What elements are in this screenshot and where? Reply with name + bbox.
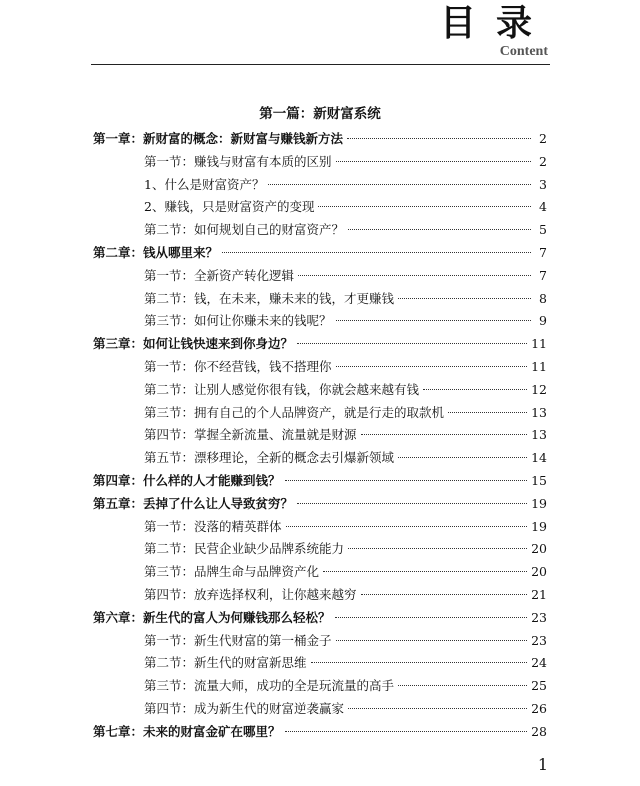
toc-entry-page: 20 [531,564,547,580]
page-title: 目录 [439,3,552,44]
toc-entry-page: 2 [539,131,547,146]
toc-entry-page: 23 [531,632,547,648]
toc-dot-leader [323,571,527,572]
toc-dot-leader [286,526,528,527]
toc-dot-leader [285,731,528,732]
toc-section-entry[interactable] [144,586,547,604]
toc-entry-page: 25 [531,678,547,694]
toc-entry-page: 8 [539,290,547,306]
toc-entry-page: 9 [539,313,547,329]
toc-entry-page: 11 [531,336,547,352]
toc-dot-leader [448,412,527,413]
toc-entry-label: 第二节：钱，在未来，赚未来的钱，才更赚钱 [144,290,395,306]
toc-section-entry[interactable] [144,632,547,650]
page-number: 1 [537,755,548,774]
toc-dot-leader [298,275,531,276]
toc-section-entry[interactable] [144,654,547,672]
toc-section-entry[interactable] [144,677,547,695]
toc-entry-label: 第三节：流量大师，成功的全是玩流量的高手 [144,678,395,694]
toc-entry-label: 第四节：放弃选择权利，让你越来越穷 [144,587,357,602]
toc-entry-label: 第一章：新财富的概念：新财富与赚钱新方法 [93,131,344,146]
toc-dot-leader [297,503,527,504]
toc-dot-leader [336,161,531,162]
toc-section-entry[interactable] [144,404,547,422]
toc-entry-page: 5 [539,222,547,238]
toc-entry-label: 第一节：新生代财富的第一桶金子 [144,632,332,648]
toc-chapter-entry[interactable] [93,609,547,627]
toc-dot-leader [398,685,527,686]
toc-dot-leader [222,252,531,253]
toc-entry-label: 第六章：新生代的富人为何赚钱那么轻松？ [93,609,331,625]
toc-entry-page: 4 [539,199,547,215]
toc-section-entry[interactable] [144,198,547,216]
toc-dot-leader [423,389,527,390]
toc-entry-page: 3 [539,176,547,192]
toc-entry-page: 24 [531,655,547,671]
toc-dot-leader [398,298,531,299]
toc-dot-leader [335,617,528,618]
toc-entry-page: 13 [531,427,547,443]
toc-section-entry[interactable] [144,381,547,399]
toc-entry-page: 12 [531,381,547,397]
toc-chapter-entry[interactable] [93,130,547,148]
toc-entry-label: 第三节：拥有自己的个人品牌资产，就是行走的取款机 [144,404,445,420]
toc-entry-label: 2、赚钱，只是财富资产的变现 [144,199,315,215]
toc-dot-leader [361,434,528,435]
toc-entry-page: 14 [531,450,547,466]
toc-entry-label: 第一节：赚钱与财富有本质的区别 [144,153,332,169]
toc-dot-leader [348,548,527,549]
toc-entry-label: 第三节：如何让你赚未来的钱呢？ [144,313,332,329]
toc-entry-page: 19 [531,518,547,534]
toc-dot-leader [297,343,527,344]
toc-entry-page: 15 [531,473,547,488]
toc-dot-leader [336,366,528,367]
toc-dot-leader [347,138,531,139]
toc-dot-leader [336,320,531,321]
toc-entry-page: 13 [531,404,547,420]
toc-chapter-entry[interactable] [93,723,547,741]
toc-dot-leader [348,229,531,230]
toc-dot-leader [318,206,531,207]
header-divider [91,64,550,65]
toc-section-entry[interactable] [144,518,547,536]
page-header [0,0,640,70]
part-title: 第一篇：新财富系统 [259,106,381,122]
toc-entry-label: 第一节：你不经营钱，钱不搭理你 [144,359,332,374]
toc-entry-page: 19 [531,495,547,511]
toc-section-entry[interactable] [144,449,547,467]
toc-dot-leader [361,594,528,595]
toc-dot-leader [268,184,531,185]
toc-chapter-entry[interactable] [93,495,547,513]
toc-entry-label: 第四节：掌握全新流量、流量就是财源 [144,427,357,443]
toc-entry-label: 第二节：新生代的财富新思维 [144,655,307,671]
toc-dot-leader [285,480,528,481]
toc-entry-page: 7 [539,245,547,260]
toc-entry-label: 第一节：没落的精英群体 [144,518,282,534]
toc-entry-label: 第二章：钱从哪里来？ [93,245,219,260]
toc-section-entry[interactable] [144,312,547,330]
toc-chapter-entry[interactable] [93,335,547,353]
toc-entry-label: 第五章：丢掉了什么让人导致贫穷？ [93,495,294,511]
toc-entry-page: 2 [539,153,547,169]
toc-entry-page: 26 [531,701,547,716]
toc-dot-leader [311,662,528,663]
toc-entry-label: 第一节：全新资产转化逻辑 [144,267,295,283]
toc-section-entry[interactable] [144,221,547,239]
toc-entry-page: 21 [531,587,547,602]
toc-entry-label: 第五节：漂移理论，全新的概念去引爆新领域 [144,450,395,466]
toc-entry-label: 第三节：品牌生命与品牌资产化 [144,564,320,580]
toc-entry-label: 第二节：让别人感觉你很有钱，你就会越来越有钱 [144,381,420,397]
page-subtitle: Content [499,44,548,59]
toc-entry-label: 第七章：未来的财富金矿在哪里？ [93,723,281,739]
toc-section-entry[interactable] [144,176,547,194]
toc-dot-leader [398,457,527,458]
toc-entry-page: 20 [531,541,547,557]
toc-entry-label: 第二节：如何规划自己的财富资产？ [144,222,345,238]
toc-entry-page: 23 [531,609,547,625]
toc-entry-label: 第四节：成为新生代的财富逆袭赢家 [144,701,345,716]
toc-entry-page: 7 [539,267,547,283]
toc-entry-page: 28 [531,723,547,739]
toc-section-entry[interactable] [144,700,547,718]
toc-section-entry[interactable] [144,540,547,558]
toc-section-entry[interactable] [144,358,547,376]
toc-entry-label: 1、什么是财富资产？ [144,176,265,192]
toc-dot-leader [348,708,527,709]
toc-entry-page: 11 [531,359,547,374]
toc-section-entry[interactable] [144,267,547,285]
toc-dot-leader [336,640,528,641]
toc-entry-label: 第三章：如何让钱快速来到你身边？ [93,336,294,352]
toc-section-entry[interactable] [144,426,547,444]
toc-chapter-entry[interactable] [93,244,547,262]
toc-entry-label: 第四章：什么样的人才能赚到钱？ [93,473,281,488]
toc-section-entry[interactable] [144,290,547,308]
toc-section-entry[interactable] [144,153,547,171]
toc-chapter-entry[interactable] [93,472,547,490]
toc-entry-label: 第二节：民营企业缺少品牌系统能力 [144,541,345,557]
toc-section-entry[interactable] [144,563,547,581]
